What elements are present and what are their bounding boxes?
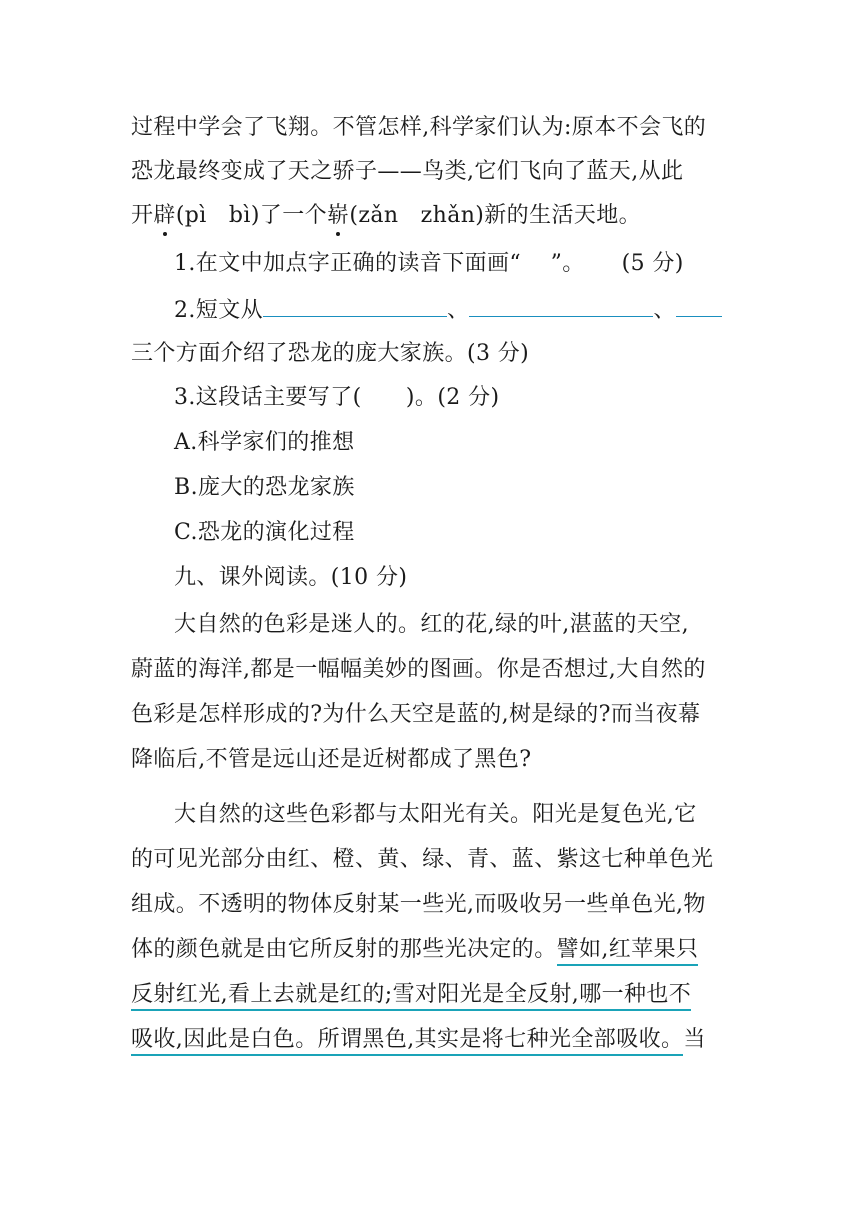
answer-blank-2[interactable] (469, 294, 653, 317)
answer-blank-1[interactable] (263, 294, 447, 317)
underlined-sentence: 譬如,红苹果只 (557, 937, 699, 966)
reading-line (131, 935, 731, 965)
pinyin-options: (pì bì)了一个 (175, 203, 327, 228)
option-c: C.恐龙的演化过程 (174, 520, 355, 545)
pinyin-options: (zǎn zhǎn)新的生活天地。 (349, 203, 642, 228)
reading-line: 蔚蓝的海洋,都是一幅幅美妙的图画。你是否想过,大自然的 (131, 657, 706, 682)
underlined-sentence: 吸收,因此是白色。所谓黑色,其实是将七种光全部吸收。 (131, 1027, 683, 1056)
separator: 、 (653, 298, 676, 323)
option-b: B.庞大的恐龙家族 (174, 475, 355, 500)
reading-line: 的可见光部分由红、橙、黄、绿、青、蓝、紫这七种单色光 (131, 847, 714, 872)
text-segment: 当 (683, 1027, 706, 1052)
separator: 、 (447, 298, 470, 323)
underlined-sentence: 反射红光,看上去就是红的;雪对阳光是全反射,哪一种也不 (131, 982, 691, 1011)
reading-line (131, 980, 731, 1010)
question-2-continuation: 三个方面介绍了恐龙的庞大家族。(3 分) (131, 341, 530, 366)
text-segment: 开 (131, 203, 154, 228)
question-2-label: 2.短文从 (174, 298, 263, 323)
reading-line: 大自然的这些色彩都与太阳光有关。阳光是复色光,它 (174, 802, 697, 827)
section-heading: 九、课外阅读。(10 分) (174, 565, 408, 590)
passage-line-pinyin (131, 201, 731, 231)
text-segment: 体的颜色就是由它所反射的那些光决定的。 (131, 937, 557, 962)
reading-line: 组成。不透明的物体反射某一些光,而吸收另一些单色光,物 (131, 892, 706, 917)
option-a: A.科学家们的推想 (174, 430, 355, 455)
answer-blank-3[interactable] (676, 294, 722, 317)
reading-line: 色彩是怎样形成的?为什么天空是蓝的,树是绿的?而当夜幕 (131, 702, 701, 727)
reading-line (131, 1025, 731, 1055)
question-1: 1.在文中加点字正确的读音下面画“ ”。 (5 分) (174, 251, 684, 276)
passage-line: 过程中学会了飞翔。不管怎样,科学家们认为:原本不会飞的 (131, 115, 707, 140)
reading-line: 降临后,不管是远山还是近树都成了黑色? (131, 747, 532, 772)
question-3: 3.这段话主要写了( )。(2 分) (174, 385, 500, 410)
question-2 (174, 294, 731, 326)
dotted-char: 辟 (153, 201, 175, 231)
passage-line: 恐龙最终变成了天之骄子——鸟类,它们飞向了蓝天,从此 (131, 159, 684, 184)
reading-line: 大自然的色彩是迷人的。红的花,绿的叶,湛蓝的天空, (174, 612, 689, 637)
dotted-char: 崭 (327, 201, 349, 231)
